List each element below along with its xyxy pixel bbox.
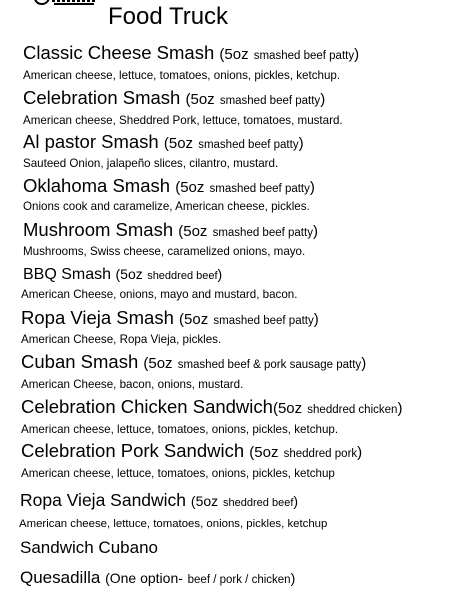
item-size: 5oz	[183, 223, 208, 240]
page-title: Food Truck	[108, 3, 229, 30]
item-detail: smashed beef patty	[212, 227, 313, 239]
item-description: American Cheese, onions, mayo and mustard, bacon.	[21, 288, 298, 301]
item-name: Celebration Pork Sandwich	[21, 440, 245, 461]
item-description: Sauteed Onion, jalapeño slices, cilantro, mustard.	[23, 157, 279, 170]
menu-item-title: Mushroom Smash (5oz smashed beef patty)	[23, 219, 318, 240]
item-size: 5oz	[224, 46, 249, 63]
item-description: American Cheese, bacon, onions, mustard.	[21, 378, 244, 391]
item-description: American cheese, lettuce, tomatoes, onions, pickles, ketchup.	[23, 69, 341, 82]
menu-item-title: BBQ Smash (5oz sheddred beef)	[23, 266, 223, 283]
item-description: American Cheese, Ropa Vieja, pickles.	[21, 333, 222, 346]
item-name: Mushroom Smash	[23, 219, 174, 240]
menu-item-title: Celebration Chicken Sandwich(5oz sheddred chicken)	[21, 396, 403, 417]
item-name: Ropa Vieja Sandwich	[20, 490, 187, 510]
menu-item-title: Classic Cheese Smash (5oz smashed beef patty)	[23, 42, 360, 63]
item-detail: smashed beef patty	[219, 95, 321, 107]
item-size: 5oz	[148, 355, 173, 372]
item-name: Cuban Smash	[21, 351, 139, 372]
item-name: Ropa Vieja Smash	[21, 307, 174, 328]
item-size: 5oz	[277, 400, 303, 417]
item-size: 5oz	[168, 135, 194, 152]
item-detail: sheddred chicken	[307, 404, 398, 416]
item-name: Oklahoma Smash	[23, 175, 171, 196]
item-description: Onions cook and caramelize, American cheese, pickles.	[23, 200, 310, 213]
item-size: 5oz	[195, 493, 219, 509]
item-detail: smashed beef patty	[198, 139, 299, 151]
item-size: 5oz	[120, 266, 143, 282]
item-description: Mushrooms, Swiss cheese, caramelized onions, mayo.	[23, 245, 306, 258]
item-size: 5oz	[184, 311, 209, 328]
item-detail: sheddred beef	[147, 270, 218, 282]
item-description: American cheese, lettuce, tomatoes, onions, pickles, ketchup	[19, 518, 328, 530]
menu-item-title: Ropa Vieja Sandwich (5oz sheddred beef)	[20, 490, 299, 510]
item-name: Sandwich Cubano	[20, 538, 158, 557]
menu-item-title: Quesadilla (One option- beef / pork / chicken)	[20, 568, 296, 587]
item-description: American cheese, lettuce, tomatoes, onions, pickles, ketchup	[21, 467, 335, 480]
item-description: American cheese, Sheddred Pork, lettuce, tomatoes, mustard.	[23, 114, 343, 127]
item-size: 5oz	[254, 444, 279, 461]
item-name: Classic Cheese Smash	[23, 42, 215, 63]
item-size: 5oz	[190, 91, 215, 108]
item-size: 5oz	[180, 179, 205, 196]
item-detail: smashed beef & pork sausage patty	[177, 359, 362, 371]
menu-item-title: Al pastor Smash (5oz smashed beef patty)	[23, 131, 304, 152]
item-description: American cheese, lettuce, tomatoes, onions, pickles, ketchup.	[21, 423, 339, 436]
item-size: One option-	[109, 570, 183, 586]
item-name: Celebration Chicken Sandwich	[21, 396, 273, 417]
item-name: Celebration Smash	[23, 87, 181, 108]
item-detail: smashed beef patty	[213, 315, 314, 327]
item-detail: sheddred beef	[223, 497, 294, 509]
item-detail: sheddred pork	[283, 448, 358, 460]
item-name: Quesadilla	[20, 568, 101, 587]
menu-item-title: Oklahoma Smash (5oz smashed beef patty)	[23, 175, 315, 196]
item-detail: smashed beef patty	[253, 50, 355, 62]
item-detail: smashed beef patty	[209, 183, 310, 195]
menu-item-title: Celebration Pork Sandwich (5oz sheddred pork)	[21, 440, 363, 461]
item-name: Al pastor Smash	[23, 131, 159, 152]
menu-item-title: Cuban Smash (5oz smashed beef & pork sausage patty)	[21, 351, 367, 372]
menu-item-title: Celebration Smash (5oz smashed beef patty)	[23, 87, 326, 108]
menu-item-title: Ropa Vieja Smash (5oz smashed beef patty)	[21, 307, 319, 328]
item-name: BBQ Smash	[23, 266, 112, 283]
menu-item-title	[20, 537, 158, 559]
item-detail: beef / pork / chicken	[187, 574, 291, 586]
